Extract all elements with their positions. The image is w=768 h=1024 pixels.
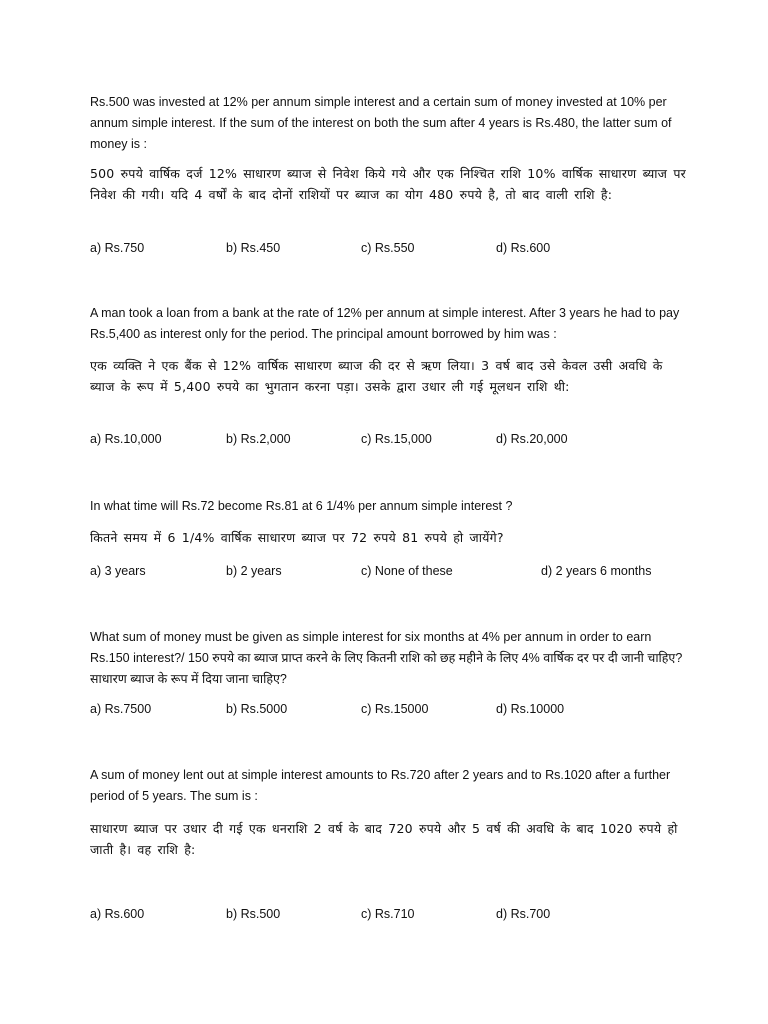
question-3-english: In what time will Rs.72 become Rs.81 at 6 1/4% per annum simple interest ? [90, 499, 513, 513]
option-a: a) 3 years [90, 564, 146, 578]
option-b: b) 2 years [226, 564, 282, 578]
question-5-english: A sum of money lent out at simple interest amounts to Rs.720 after 2 years and to Rs.1020 after a further period of 5 years. The sum is : [90, 768, 671, 803]
question-3-options [90, 561, 710, 581]
option-b: b) Rs.500 [226, 907, 281, 921]
question-1-english: Rs.500 was invested at 12% per annum simple interest and a certain sum of money invested at 10% per annum simple interest. If the sum of the interest on both the sum after 4 years is Rs.480, the latter sum of money is : [90, 95, 672, 151]
question-4-text: What sum of money must be given as simple interest for six months at 4% per annum in order to earn Rs.150 interest?/ 150 रुपये का ब्याज प्राप्त करने के लिए कितनी राशि को छह महीने के लिए 4% वार्षिक दर पर दी जानी चाहिए? साधारण ब्याज के रूप में दिया जाना चाहिए? [90, 630, 683, 686]
option-a: a) Rs.750 [90, 241, 145, 255]
option-b: b) Rs.5000 [226, 702, 288, 716]
option-d: d) Rs.600 [496, 241, 551, 255]
option-a: a) Rs.7500 [90, 702, 152, 716]
question-5-options [90, 904, 710, 924]
option-c: c) Rs.710 [361, 907, 415, 921]
question-2-hindi: एक व्यक्ति ने एक बैंक से 12% वार्षिक साधारण ब्याज की दर से ऋण लिया। 3 वर्ष बाद उसे केवल उसी अवधि के ब्याज के रूप में 5,400 रुपये का भुगतान करना पड़ा। उसके द्वारा उधार ली गई मूलधन राशि थी: [90, 358, 663, 394]
question-1-hindi: 500 रुपये वार्षिक दर्ज 12% साधारण ब्याज से निवेश किये गये और एक निश्चित राशि 10% वार्षिक साधारण ब्याज पर निवेश की गयी। यदि 4 वर्षों के बाद दोनों राशियों पर ब्याज का योग 480 रुपये है, तो बाद वाली राशि है: [90, 166, 686, 202]
option-c: c) Rs.15000 [361, 702, 429, 716]
option-d: d) 2 years 6 months [541, 564, 652, 578]
question-2-english: A man took a loan from a bank at the rate of 12% per annum at simple interest. After 3 years he had to pay Rs.5,400 as interest only for the period. The principal amount borrowed by him was : [90, 306, 680, 341]
question-4-options [90, 699, 710, 719]
option-a: a) Rs.10,000 [90, 432, 162, 446]
option-c: c) None of these [361, 564, 453, 578]
question-1-options [90, 238, 710, 258]
option-c: c) Rs.550 [361, 241, 415, 255]
option-d: d) Rs.700 [496, 907, 551, 921]
option-a: a) Rs.600 [90, 907, 145, 921]
option-c: c) Rs.15,000 [361, 432, 432, 446]
question-5-hindi: साधारण ब्याज पर उधार दी गई एक धनराशि 2 वर्ष के बाद 720 रुपये और 5 वर्ष की अवधि के बाद 1020 रुपये हो जाती है। वह राशि है: [90, 821, 678, 857]
question-3-hindi: कितने समय में 6 1/4% वार्षिक साधारण ब्याज पर 72 रुपये 81 रुपये हो जायेंगे? [90, 530, 504, 545]
option-b: b) Rs.450 [226, 241, 281, 255]
option-d: d) Rs.20,000 [496, 432, 568, 446]
question-2-options [90, 429, 710, 449]
option-b: b) Rs.2,000 [226, 432, 291, 446]
option-d: d) Rs.10000 [496, 702, 565, 716]
